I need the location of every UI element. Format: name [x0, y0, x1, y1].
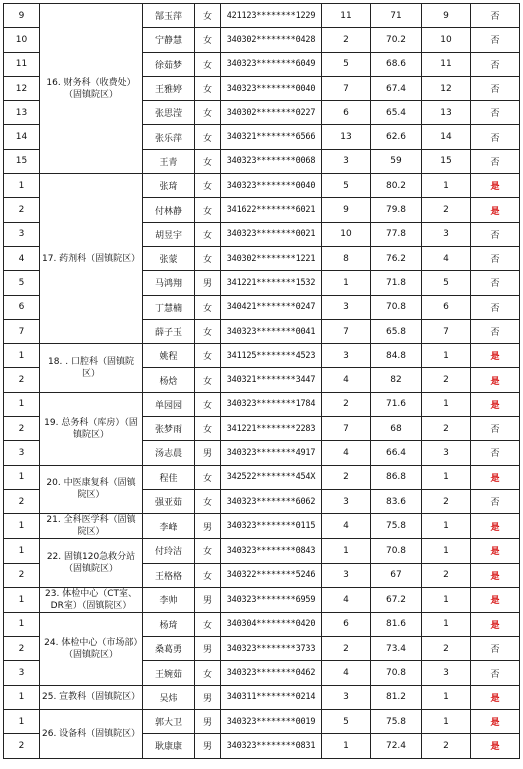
gender-cell: 男	[195, 271, 221, 295]
id-number-cell: 340302********1221	[221, 246, 322, 270]
results-table-container	[3, 3, 520, 759]
exam-order-cell: 5	[322, 52, 371, 76]
seq-cell: 1	[4, 710, 40, 734]
gender-cell: 女	[195, 149, 221, 173]
seq-cell: 1	[4, 174, 40, 198]
id-number-cell: 340323********3733	[221, 637, 322, 661]
seq-cell: 1	[4, 514, 40, 539]
department-cell: 25. 宣教科（固镇院区）	[40, 685, 143, 709]
gender-cell: 男	[195, 734, 221, 758]
score-cell: 70.8	[371, 661, 422, 685]
table-row	[4, 392, 520, 416]
seq-cell: 3	[4, 441, 40, 465]
result-cell: 否	[471, 417, 520, 441]
name-cell: 强亚茹	[143, 489, 195, 513]
rank-cell: 9	[422, 4, 471, 28]
name-cell: 汤志晨	[143, 441, 195, 465]
id-number-cell: 340311********0214	[221, 685, 322, 709]
name-cell: 宁静慧	[143, 28, 195, 52]
gender-cell: 男	[195, 587, 221, 612]
score-cell: 66.4	[371, 441, 422, 465]
exam-order-cell: 9	[322, 198, 371, 222]
seq-cell: 13	[4, 101, 40, 125]
result-cell: 是	[471, 174, 520, 198]
name-cell: 张梦雨	[143, 417, 195, 441]
name-cell: 耿康康	[143, 734, 195, 758]
name-cell: 杨焓	[143, 368, 195, 392]
seq-cell: 3	[4, 222, 40, 246]
results-table	[3, 3, 520, 759]
name-cell: 张蒙	[143, 246, 195, 270]
seq-cell: 2	[4, 417, 40, 441]
name-cell: 王青	[143, 149, 195, 173]
department-cell: 20. 中医康复科（固镇院区）	[40, 465, 143, 514]
exam-order-cell: 7	[322, 76, 371, 100]
rank-cell: 3	[422, 222, 471, 246]
seq-cell: 1	[4, 344, 40, 368]
name-cell: 付玲洁	[143, 539, 195, 563]
exam-order-cell: 2	[322, 637, 371, 661]
table-row	[4, 4, 520, 28]
exam-order-cell: 2	[322, 392, 371, 416]
result-cell: 是	[471, 392, 520, 416]
score-cell: 80.2	[371, 174, 422, 198]
name-cell: 郭大卫	[143, 710, 195, 734]
gender-cell: 女	[195, 28, 221, 52]
id-number-cell: 340323********0831	[221, 734, 322, 758]
id-number-cell: 340323********0843	[221, 539, 322, 563]
score-cell: 70.8	[371, 295, 422, 319]
table-row	[4, 710, 520, 734]
name-cell: 马鸿翔	[143, 271, 195, 295]
name-cell: 程佳	[143, 465, 195, 489]
score-cell: 81.2	[371, 685, 422, 709]
gender-cell: 男	[195, 685, 221, 709]
exam-order-cell: 3	[322, 563, 371, 587]
id-number-cell: 340323********6049	[221, 52, 322, 76]
result-cell: 否	[471, 222, 520, 246]
gender-cell: 男	[195, 637, 221, 661]
seq-cell: 15	[4, 149, 40, 173]
score-cell: 68	[371, 417, 422, 441]
score-cell: 59	[371, 149, 422, 173]
result-cell: 是	[471, 734, 520, 758]
exam-order-cell: 4	[322, 587, 371, 612]
seq-cell: 4	[4, 246, 40, 270]
table-row	[4, 587, 520, 612]
result-cell: 是	[471, 198, 520, 222]
result-cell: 否	[471, 637, 520, 661]
gender-cell: 女	[195, 246, 221, 270]
result-cell: 否	[471, 489, 520, 513]
seq-cell: 2	[4, 489, 40, 513]
exam-order-cell: 3	[322, 489, 371, 513]
rank-cell: 1	[422, 174, 471, 198]
gender-cell: 女	[195, 198, 221, 222]
seq-cell: 12	[4, 76, 40, 100]
id-number-cell: 340421********0247	[221, 295, 322, 319]
exam-order-cell: 6	[322, 612, 371, 636]
gender-cell: 女	[195, 222, 221, 246]
exam-order-cell: 2	[322, 28, 371, 52]
gender-cell: 女	[195, 368, 221, 392]
score-cell: 84.8	[371, 344, 422, 368]
score-cell: 75.8	[371, 514, 422, 539]
department-cell: 19. 总务科（库房）（固镇院区）	[40, 392, 143, 465]
rank-cell: 4	[422, 246, 471, 270]
result-cell: 是	[471, 368, 520, 392]
score-cell: 70.2	[371, 28, 422, 52]
gender-cell: 女	[195, 661, 221, 685]
exam-order-cell: 7	[322, 319, 371, 343]
rank-cell: 1	[422, 514, 471, 539]
exam-order-cell: 13	[322, 125, 371, 149]
score-cell: 62.6	[371, 125, 422, 149]
name-cell: 姚程	[143, 344, 195, 368]
result-cell: 是	[471, 710, 520, 734]
id-number-cell: 340323********6959	[221, 587, 322, 612]
exam-order-cell: 7	[322, 417, 371, 441]
rank-cell: 1	[422, 392, 471, 416]
rank-cell: 1	[422, 465, 471, 489]
rank-cell: 12	[422, 76, 471, 100]
result-cell: 否	[471, 319, 520, 343]
gender-cell: 女	[195, 76, 221, 100]
exam-order-cell: 4	[322, 368, 371, 392]
result-cell: 是	[471, 344, 520, 368]
result-cell: 否	[471, 271, 520, 295]
id-number-cell: 340323********0019	[221, 710, 322, 734]
rank-cell: 11	[422, 52, 471, 76]
department-cell: 26. 设备科（固镇院区）	[40, 710, 143, 759]
exam-order-cell: 3	[322, 295, 371, 319]
exam-order-cell: 4	[322, 514, 371, 539]
seq-cell: 1	[4, 587, 40, 612]
rank-cell: 2	[422, 637, 471, 661]
score-cell: 86.8	[371, 465, 422, 489]
exam-order-cell: 4	[322, 661, 371, 685]
table-row	[4, 514, 520, 539]
id-number-cell: 340321********6566	[221, 125, 322, 149]
score-cell: 68.6	[371, 52, 422, 76]
rank-cell: 2	[422, 368, 471, 392]
name-cell: 郜玉萍	[143, 4, 195, 28]
id-number-cell: 340323********0041	[221, 319, 322, 343]
rank-cell: 3	[422, 661, 471, 685]
name-cell: 徐茹梦	[143, 52, 195, 76]
seq-cell: 11	[4, 52, 40, 76]
rank-cell: 10	[422, 28, 471, 52]
id-number-cell: 341221********1532	[221, 271, 322, 295]
rank-cell: 6	[422, 295, 471, 319]
rank-cell: 2	[422, 198, 471, 222]
id-number-cell: 340323********0021	[221, 222, 322, 246]
score-cell: 71	[371, 4, 422, 28]
id-number-cell: 340302********0428	[221, 28, 322, 52]
rank-cell: 1	[422, 710, 471, 734]
department-cell: 21. 全科医学科（固镇院区）	[40, 514, 143, 539]
name-cell: 张思滢	[143, 101, 195, 125]
result-cell: 是	[471, 563, 520, 587]
score-cell: 67	[371, 563, 422, 587]
results-table-body	[4, 4, 520, 759]
id-number-cell: 342522********454X	[221, 465, 322, 489]
seq-cell: 2	[4, 734, 40, 758]
gender-cell: 女	[195, 344, 221, 368]
rank-cell: 13	[422, 101, 471, 125]
gender-cell: 女	[195, 174, 221, 198]
seq-cell: 6	[4, 295, 40, 319]
name-cell: 薛子玉	[143, 319, 195, 343]
seq-cell: 1	[4, 465, 40, 489]
name-cell: 王格格	[143, 563, 195, 587]
result-cell: 是	[471, 587, 520, 612]
id-number-cell: 340323********4917	[221, 441, 322, 465]
exam-order-cell: 3	[322, 685, 371, 709]
seq-cell: 1	[4, 612, 40, 636]
rank-cell: 14	[422, 125, 471, 149]
gender-cell: 女	[195, 465, 221, 489]
exam-order-cell: 11	[322, 4, 371, 28]
department-cell: 24. 体检中心（市场部）（固镇院区）	[40, 612, 143, 685]
name-cell: 李帅	[143, 587, 195, 612]
score-cell: 71.6	[371, 392, 422, 416]
result-cell: 否	[471, 295, 520, 319]
result-cell: 是	[471, 514, 520, 539]
gender-cell: 女	[195, 563, 221, 587]
gender-cell: 女	[195, 417, 221, 441]
result-cell: 否	[471, 28, 520, 52]
gender-cell: 男	[195, 710, 221, 734]
score-cell: 77.8	[371, 222, 422, 246]
id-number-cell: 341125********4523	[221, 344, 322, 368]
id-number-cell: 340323********6062	[221, 489, 322, 513]
exam-order-cell: 1	[322, 539, 371, 563]
score-cell: 67.2	[371, 587, 422, 612]
gender-cell: 女	[195, 125, 221, 149]
seq-cell: 9	[4, 4, 40, 28]
score-cell: 71.8	[371, 271, 422, 295]
score-cell: 79.8	[371, 198, 422, 222]
name-cell: 王婉茹	[143, 661, 195, 685]
department-cell: 22. 固镇120急救分站（固镇院区）	[40, 539, 143, 588]
rank-cell: 1	[422, 587, 471, 612]
rank-cell: 2	[422, 489, 471, 513]
score-cell: 65.8	[371, 319, 422, 343]
score-cell: 73.4	[371, 637, 422, 661]
id-number-cell: 340302********0227	[221, 101, 322, 125]
result-cell: 否	[471, 4, 520, 28]
gender-cell: 女	[195, 319, 221, 343]
score-cell: 76.2	[371, 246, 422, 270]
gender-cell: 女	[195, 52, 221, 76]
name-cell: 丁慧楠	[143, 295, 195, 319]
table-row	[4, 539, 520, 563]
id-number-cell: 341221********2283	[221, 417, 322, 441]
seq-cell: 2	[4, 198, 40, 222]
name-cell: 胡昱宇	[143, 222, 195, 246]
name-cell: 桑葛勇	[143, 637, 195, 661]
table-row	[4, 465, 520, 489]
seq-cell: 14	[4, 125, 40, 149]
exam-order-cell: 10	[322, 222, 371, 246]
result-cell: 是	[471, 539, 520, 563]
id-number-cell: 340321********3447	[221, 368, 322, 392]
seq-cell: 2	[4, 368, 40, 392]
gender-cell: 女	[195, 392, 221, 416]
id-number-cell: 340322********5246	[221, 563, 322, 587]
id-number-cell: 340304********0420	[221, 612, 322, 636]
rank-cell: 2	[422, 734, 471, 758]
exam-order-cell: 5	[322, 710, 371, 734]
score-cell: 70.8	[371, 539, 422, 563]
score-cell: 72.4	[371, 734, 422, 758]
id-number-cell: 340323********0040	[221, 174, 322, 198]
table-row	[4, 612, 520, 636]
exam-order-cell: 2	[322, 465, 371, 489]
name-cell: 张乐萍	[143, 125, 195, 149]
id-number-cell: 421123********1229	[221, 4, 322, 28]
id-number-cell: 340323********0068	[221, 149, 322, 173]
score-cell: 83.6	[371, 489, 422, 513]
rank-cell: 1	[422, 612, 471, 636]
result-cell: 否	[471, 661, 520, 685]
seq-cell: 10	[4, 28, 40, 52]
score-cell: 75.8	[371, 710, 422, 734]
gender-cell: 女	[195, 612, 221, 636]
rank-cell: 1	[422, 344, 471, 368]
exam-order-cell: 1	[322, 271, 371, 295]
seq-cell: 7	[4, 319, 40, 343]
result-cell: 否	[471, 125, 520, 149]
exam-order-cell: 8	[322, 246, 371, 270]
exam-order-cell: 3	[322, 344, 371, 368]
exam-order-cell: 4	[322, 441, 371, 465]
department-cell: 18. . 口腔科（固镇院区）	[40, 344, 143, 393]
result-cell: 是	[471, 612, 520, 636]
id-number-cell: 340323********0040	[221, 76, 322, 100]
name-cell: 吴炜	[143, 685, 195, 709]
result-cell: 是	[471, 465, 520, 489]
id-number-cell: 341622********6021	[221, 198, 322, 222]
name-cell: 王雅婷	[143, 76, 195, 100]
exam-order-cell: 5	[322, 174, 371, 198]
table-row	[4, 685, 520, 709]
table-row	[4, 344, 520, 368]
result-cell: 否	[471, 52, 520, 76]
name-cell: 付林静	[143, 198, 195, 222]
result-cell: 是	[471, 685, 520, 709]
gender-cell: 女	[195, 295, 221, 319]
department-cell: 16. 财务科（收费处）（固镇院区）	[40, 4, 143, 174]
id-number-cell: 340323********0462	[221, 661, 322, 685]
exam-order-cell: 1	[322, 734, 371, 758]
gender-cell: 男	[195, 441, 221, 465]
exam-order-cell: 6	[322, 101, 371, 125]
seq-cell: 1	[4, 539, 40, 563]
result-cell: 否	[471, 76, 520, 100]
rank-cell: 2	[422, 563, 471, 587]
seq-cell: 5	[4, 271, 40, 295]
name-cell: 单园园	[143, 392, 195, 416]
result-cell: 否	[471, 246, 520, 270]
result-cell: 否	[471, 441, 520, 465]
result-cell: 否	[471, 149, 520, 173]
exam-order-cell: 3	[322, 149, 371, 173]
gender-cell: 女	[195, 101, 221, 125]
score-cell: 82	[371, 368, 422, 392]
gender-cell: 女	[195, 539, 221, 563]
gender-cell: 女	[195, 4, 221, 28]
name-cell: 张琦	[143, 174, 195, 198]
rank-cell: 1	[422, 685, 471, 709]
gender-cell: 男	[195, 514, 221, 539]
score-cell: 67.4	[371, 76, 422, 100]
name-cell: 李峰	[143, 514, 195, 539]
score-cell: 81.6	[371, 612, 422, 636]
seq-cell: 2	[4, 637, 40, 661]
score-cell: 65.4	[371, 101, 422, 125]
rank-cell: 3	[422, 441, 471, 465]
department-cell: 17. 药剂科（固镇院区）	[40, 174, 143, 344]
result-cell: 否	[471, 101, 520, 125]
rank-cell: 15	[422, 149, 471, 173]
seq-cell: 3	[4, 661, 40, 685]
rank-cell: 7	[422, 319, 471, 343]
seq-cell: 1	[4, 392, 40, 416]
id-number-cell: 340323********0115	[221, 514, 322, 539]
rank-cell: 2	[422, 417, 471, 441]
seq-cell: 1	[4, 685, 40, 709]
table-row	[4, 174, 520, 198]
name-cell: 杨琦	[143, 612, 195, 636]
department-cell: 23. 体检中心（CT室、DR室）（固镇院区）	[40, 587, 143, 612]
id-number-cell: 340323********1784	[221, 392, 322, 416]
seq-cell: 2	[4, 563, 40, 587]
rank-cell: 5	[422, 271, 471, 295]
rank-cell: 1	[422, 539, 471, 563]
gender-cell: 女	[195, 489, 221, 513]
